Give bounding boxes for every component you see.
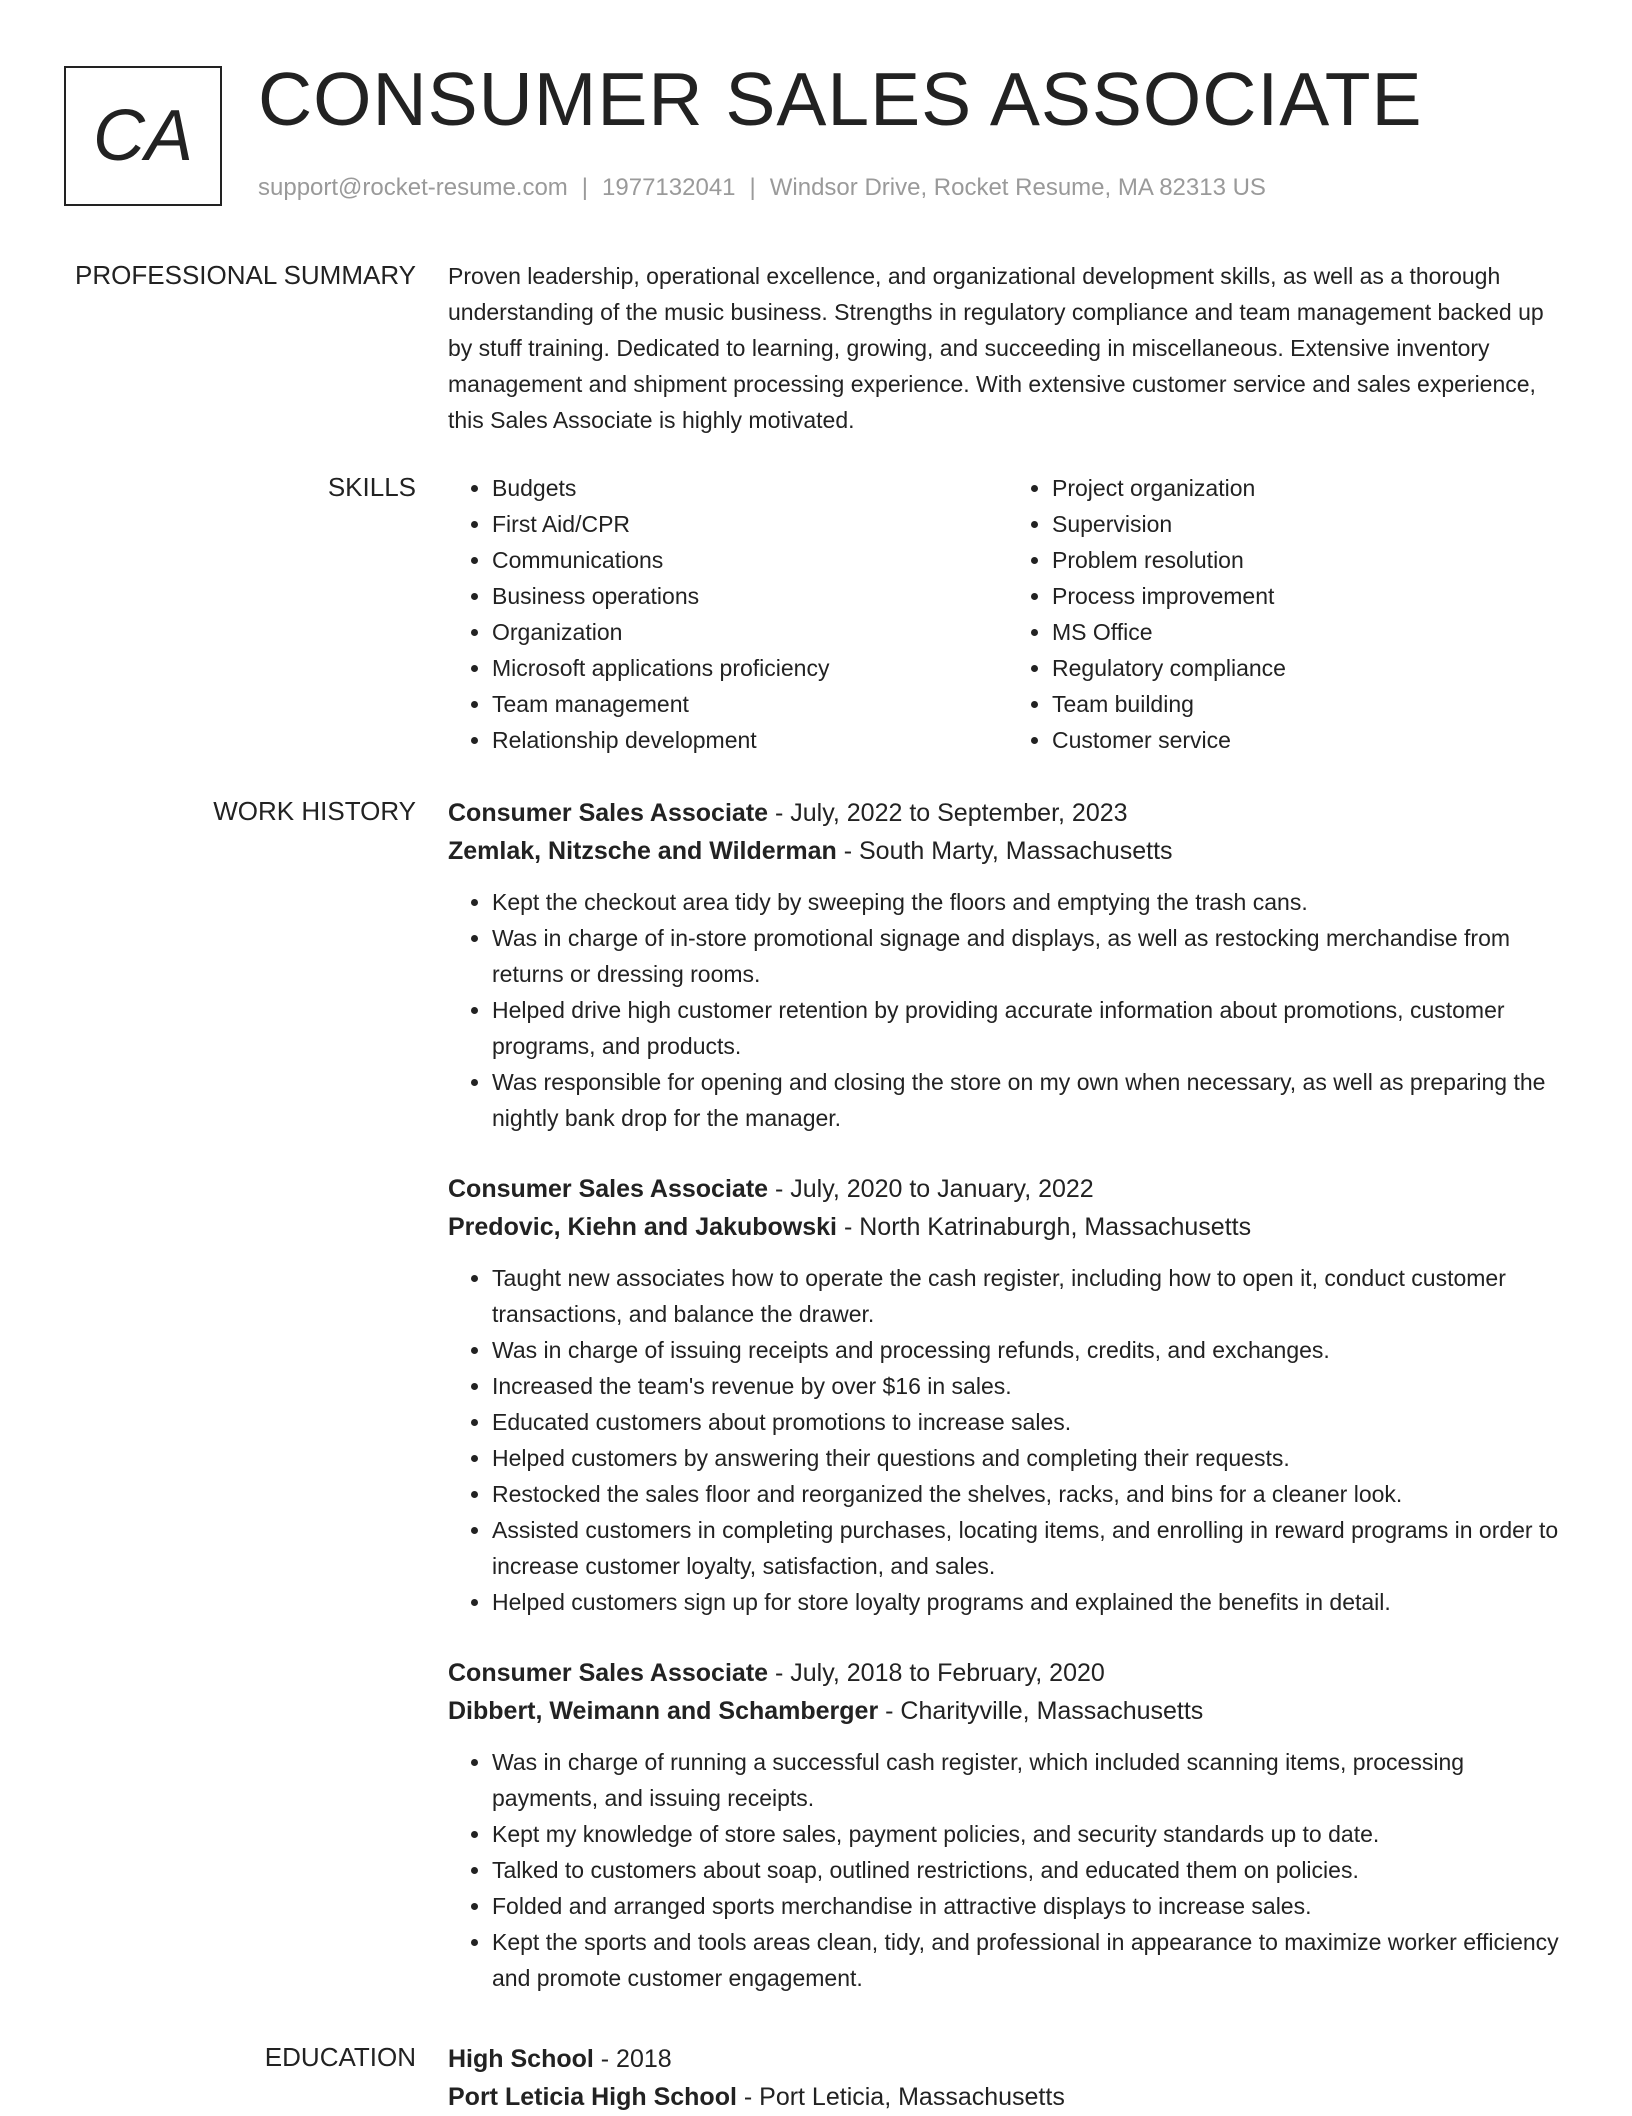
job-bullet: • Was in charge of in-store promotional signage and displays, as well as restocking merchandise from returns or dressing rooms. — [492, 920, 1568, 992]
education-degree: High School — [448, 2045, 594, 2073]
job-entry — [448, 1170, 1568, 1620]
job-company-line — [448, 832, 1568, 870]
skill-item: • Supervision — [1052, 506, 1568, 542]
skill-item: • MS Office — [1052, 614, 1568, 650]
skill-item: • Regulatory compliance — [1052, 650, 1568, 686]
job-bullet: • Taught new associates how to operate the cash register, including how to open it, conduct customer transactions, and balance the drawer. — [492, 1260, 1568, 1332]
contact-separator: | — [581, 174, 589, 201]
job-bullet: • Helped customers by answering their questions and completing their requests. — [492, 1440, 1568, 1476]
education-location: - Port Leticia, Massachusetts — [736, 2083, 1065, 2111]
job-bullet: • Was in charge of running a successful cash register, which included scanning items, processing payments, and issuing receipts. — [492, 1744, 1568, 1816]
job-bullet: • Folded and arranged sports merchandise in attractive displays to increase sales. — [492, 1888, 1568, 1924]
skill-item: • Process improvement — [1052, 578, 1568, 614]
job-company: Predovic, Kiehn and Jakubowski — [448, 1213, 838, 1241]
job-bullet: • Was responsible for opening and closing the store on my own when necessary, as well as preparing the nightly bank drop for the manager. — [492, 1064, 1568, 1136]
skill-item: • Team management — [492, 686, 1008, 722]
skill-item: • Organization — [492, 614, 1008, 650]
skill-item: • First Aid/CPR — [492, 506, 1008, 542]
job-entry — [448, 1654, 1568, 1996]
contact-separator: | — [749, 174, 756, 201]
job-bullet: • Increased the team's revenue by over $16 in sales. — [492, 1368, 1568, 1404]
contact-line — [258, 174, 1266, 202]
job-bullet: • Educated customers about promotions to increase sales. — [492, 1404, 1568, 1440]
job-bullet: • Kept the sports and tools areas clean, tidy, and professional in appearance to maximize worker efficiency and promote customer engagement. — [492, 1924, 1568, 1996]
education-degree-line — [448, 2040, 1568, 2078]
job-location: - South Marty, Massachusetts — [836, 837, 1173, 865]
resume-name-title: CONSUMER SALES ASSOCIATE — [258, 57, 1423, 141]
job-bullet: • Helped customers sign up for store loyalty programs and explained the benefits in detail. — [492, 1584, 1568, 1620]
job-bullet: • Was in charge of issuing receipts and processing refunds, credits, and exchanges. — [492, 1332, 1568, 1368]
section-label-summary: PROFESSIONAL SUMMARY — [75, 260, 416, 290]
section-label-skills: SKILLS — [327, 472, 416, 502]
job-company: Dibbert, Weimann and Schamberger — [448, 1697, 879, 1725]
job-title: Consumer Sales Associate — [448, 1659, 769, 1687]
job-bullet: • Talked to customers about soap, outlined restrictions, and educated them on policies. — [492, 1852, 1568, 1888]
education-school-line — [448, 2078, 1568, 2116]
job-location: - Charityville, Massachusetts — [878, 1697, 1204, 1725]
job-title-line — [448, 1654, 1568, 1692]
skills-columns — [448, 470, 1568, 758]
skill-item: • Project organization — [1052, 470, 1568, 506]
monogram-initials: CA — [64, 66, 222, 206]
section-label-education: EDUCATION — [264, 2042, 416, 2072]
job-company: Zemlak, Nitzsche and Wilderman — [448, 837, 837, 865]
skill-item: • Microsoft applications proficiency — [492, 650, 1008, 686]
job-title-line — [448, 794, 1568, 832]
job-entry — [448, 794, 1568, 1136]
education-year: - 2018 — [593, 2045, 672, 2073]
job-bullet: • Restocked the sales floor and reorganized the shelves, racks, and bins for a cleaner look. — [492, 1476, 1568, 1512]
skills-list-right — [1008, 470, 1568, 758]
job-location: - North Katrinaburgh, Massachusetts — [837, 1213, 1252, 1241]
job-dates: - July, 2022 to September, 2023 — [768, 799, 1128, 827]
job-dates: - July, 2018 to February, 2020 — [768, 1659, 1105, 1687]
summary-text: Proven leadership, operational excellence, and organizational development skills, as well as a thorough understanding of the music business. Strengths in regulatory compliance and team management backed up by stuff training. Dedicated to learning, growing, and succeeding in miscellaneous. Extensive inventory management and shipment processing experience. With extensive customer service and sales experience, this Sales Associate is highly motivated. — [448, 263, 1544, 433]
contact-phone: 1977132041 — [602, 174, 736, 201]
job-company-line — [448, 1692, 1568, 1730]
work-history-jobs — [448, 794, 1568, 1996]
skill-item: • Problem resolution — [1052, 542, 1568, 578]
job-title-line — [448, 1170, 1568, 1208]
job-dates: - July, 2020 to January, 2022 — [768, 1175, 1094, 1203]
contact-email: support@rocket-resume.com — [258, 174, 568, 201]
skill-item: • Team building — [1052, 686, 1568, 722]
section-label-work-history: WORK HISTORY — [213, 796, 416, 826]
skill-item: • Business operations — [492, 578, 1008, 614]
skill-item: • Communications — [492, 542, 1008, 578]
job-bullet-list — [448, 1260, 1568, 1620]
skills-list-left — [448, 470, 1008, 758]
education-school: Port Leticia High School — [448, 2083, 737, 2111]
job-bullet: • Assisted customers in completing purchases, locating items, and enrolling in reward programs in order to increase customer loyalty, satisfaction, and sales. — [492, 1512, 1568, 1584]
job-title: Consumer Sales Associate — [448, 799, 769, 827]
job-bullet-list — [448, 1744, 1568, 1996]
job-bullet: • Helped drive high customer retention by providing accurate information about promotions, customer programs, and products. — [492, 992, 1568, 1064]
education-entry — [448, 2040, 1568, 2116]
job-bullet: • Kept the checkout area tidy by sweeping the floors and emptying the trash cans. — [492, 884, 1568, 920]
contact-address: Windsor Drive, Rocket Resume, MA 82313 US — [769, 174, 1266, 201]
job-title: Consumer Sales Associate — [448, 1175, 769, 1203]
job-bullet: • Kept my knowledge of store sales, payment policies, and security standards up to date. — [492, 1816, 1568, 1852]
skill-item: • Budgets — [492, 470, 1008, 506]
skill-item: • Customer service — [1052, 722, 1568, 758]
skill-item: • Relationship development — [492, 722, 1008, 758]
job-company-line — [448, 1208, 1568, 1246]
job-bullet-list — [448, 884, 1568, 1136]
